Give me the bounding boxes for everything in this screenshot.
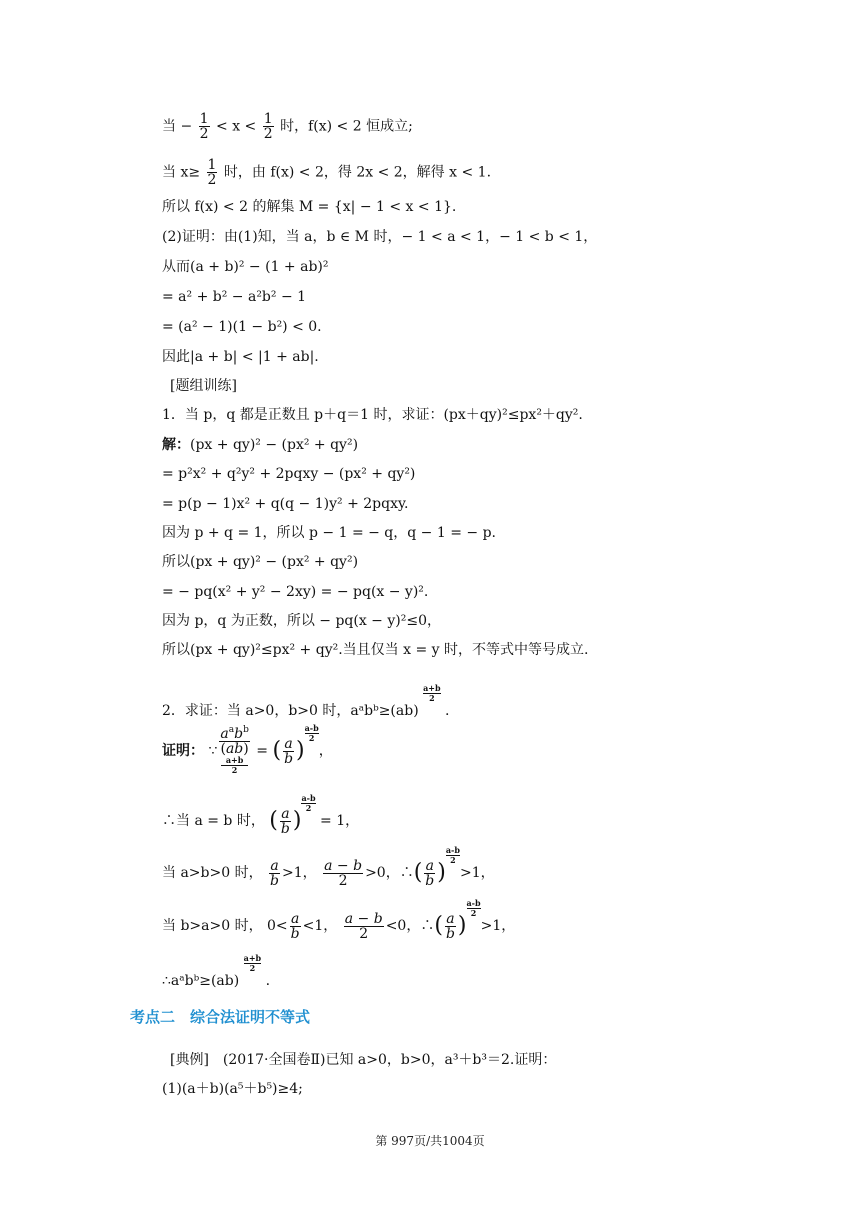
solution-label: 解：: [162, 437, 190, 453]
section-heading: 考点二 综合法证明不等式: [130, 1008, 311, 1026]
text: 当 b>a>0 时，: [162, 918, 263, 934]
page-footer: 第 997页/共1004页: [375, 1134, 485, 1148]
text-line: 因为 p，q 为正数，所以 − pq(x − y)²≤0，: [162, 613, 441, 629]
text-line: 所以(px + qy)²≤px² + qy².当且仅当 x = y 时，不等式中等号成立.: [162, 642, 589, 658]
text: 当 −: [162, 118, 193, 135]
text-line: [162, 435, 358, 455]
text: ∴当 a = b 时，: [162, 813, 265, 829]
text-line: ∴当 a = b 时， ( $\frac{a}{b}$ ) $\frac{a-b}{2}$ = 1，: [162, 793, 360, 837]
text: 2．求证：当 a>0，b>0 时，aᵃbᵇ≥(ab): [162, 703, 419, 719]
text-line: (1)(a＋b)(a⁵＋b⁵)≥4;: [162, 1081, 303, 1097]
text: 当 x≥: [162, 164, 201, 181]
section-label: [题组训练]: [170, 378, 237, 394]
text-line: ∴aᵃbᵇ≥(ab) $\frac{a+b}{2}$ .: [162, 953, 271, 989]
text-line: = − pq(x² + y² − 2xy) = − pq(x − y)².: [162, 584, 429, 600]
text-line: 当 a>b>0 时， $\frac{a}{b}$ >1， $\frac{a - b}{2}$ >0，∴( $\frac{a}{b}$ ) $\frac{a-b}{2}$ >1，: [162, 845, 495, 889]
text-line: 所以 f(x) < 2 的解集 M = {x| − 1 < x < 1}.: [162, 199, 457, 215]
exponent: $\frac{a+b}{2}$: [243, 953, 262, 973]
text-line: 因此|a + b| < |1 + ab|.: [162, 349, 319, 365]
proof-label: 证明：: [162, 743, 204, 759]
text: 时，f(x) < 2 恒成立;: [280, 118, 413, 135]
text-line: 当 b>a>0 时， 0< $\frac{a}{b}$ <1， $\frac{a - b}{2}$ <0，∴( $\frac{a}{b}$ ) $\frac{a-b}{2}$ >1，: [162, 898, 516, 942]
text: (px + qy)² − (px² + qy²): [190, 437, 359, 453]
text-line: = (a² − 1)(1 − b²) < 0.: [162, 319, 322, 335]
text: ∴aᵃbᵇ≥(ab): [162, 973, 240, 989]
exponent: $\frac{a+b}{2}$: [423, 683, 441, 703]
text-line: [162, 112, 413, 141]
fraction: $\frac{1}{2}$: [263, 111, 273, 142]
text-line: = p(p − 1)x² + q(q − 1)y² + 2pqxy.: [162, 496, 409, 512]
text: 时，由 f(x) < 2，得 2x < 2，解得 x < 1.: [223, 164, 492, 181]
text-line: = p²x² + q²y² + 2pqxy − (px² + qy²): [162, 466, 416, 482]
text-line: 从而(a + b)² − (1 + ab)²: [162, 259, 329, 275]
text-line: 2．求证：当 a>0，b>0 时，aᵃbᵇ≥(ab) $\frac{a+b}{2}$ .: [162, 683, 450, 719]
text-line: 1．当 p，q 都是正数且 p＋q＝1 时，求证：(px＋qy)²≤px²＋qy².: [162, 407, 583, 423]
text-line: [162, 158, 491, 187]
text-line: 因为 p + q = 1，所以 p − 1 = − q，q − 1 = − p.: [162, 525, 496, 541]
text-line: (2)证明：由(1)知，当 a，b ∈ M 时，− 1 < a < 1，− 1 < b < 1，: [162, 229, 598, 245]
text-line: = a² + b² − a²b² − 1: [162, 289, 307, 305]
fraction: $\frac{1}{2}$: [199, 111, 209, 142]
text-line: [典例] (2017·全国卷Ⅱ)已知 a>0，b>0，a³＋b³＝2.证明：: [170, 1052, 557, 1068]
text-line: 所以(px + qy)² − (px² + qy²): [162, 554, 359, 570]
fraction: $\frac{1}{2}$: [207, 157, 217, 188]
fraction: $a^ab^b$ (ab) a+b 2: [220, 725, 249, 775]
text: 当 a>b>0 时，: [162, 865, 263, 881]
text-line: 证明： ∵ $a^ab^b$ (ab) a+b 2 = ( $\frac{a}{b}$ ) $\frac{a-b}{2}$ ，: [162, 723, 333, 775]
text: < x <: [216, 118, 257, 135]
